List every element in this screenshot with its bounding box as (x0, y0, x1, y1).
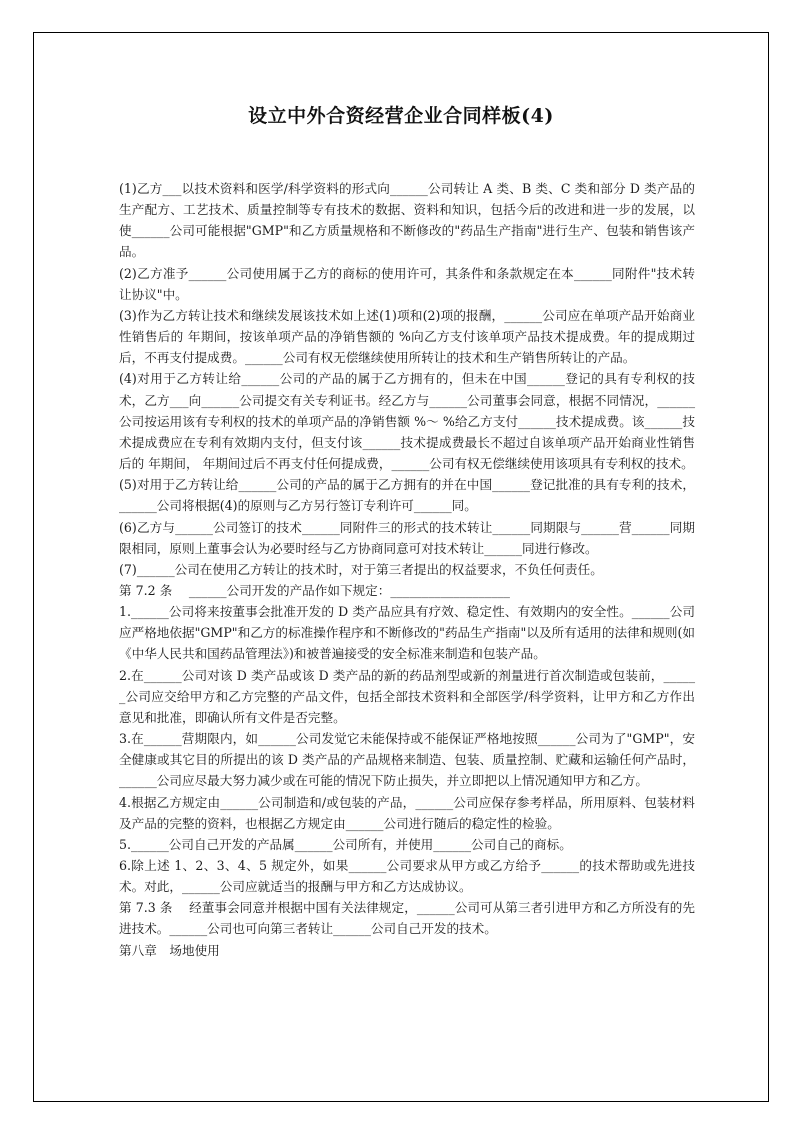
article-7-2-item-4: 4.根据乙方规定由______公司制造和/或包装的产品，______公司应保存参考样品，所用原料、包装材料及产品的完整的资料，也根据乙方规定由______公司进行随后的稳定性的检验。 (119, 794, 695, 831)
clause-1: (1)乙方___以技术资料和医学/科学资料的形式向______公司转让 A 类、B 类、C 类和部分 D 类产品的生产配方、工艺技术、质量控制等专有技术的数据、资料和知识，包括今后的改进和进一步的发展，以使______公司可能根据"GMP"和乙方质量规格和不断修改的"药品生产指南"进行生产、包装和销售该产品。 (119, 181, 695, 260)
document-body (119, 178, 695, 961)
clause-4: (4)对用于乙方转让给______公司的产品的属于乙方拥有的，但未在中国______登记的具有专利权的技术，乙方___向______公司提交有关专利证书。经乙方与______公司董事会同意，根据不同情况，______公司按运用该有专利权的技术的单项产品的净销售额 %～ %给乙方支付______技术提成费。该______技术提成费应在专利有效期内支付，但支付该______技术提成费最长不超过自该单项产品开始商业性销售后的 年期间， 年期间过后不再支付任何提成费，______公司有权无偿继续使用该项具有专利权的技术。 (119, 371, 695, 472)
article-7-2-item-5: 5.______公司自己开发的产品属______公司所有，并使用______公司自己的商标。 (119, 836, 572, 852)
article-7-2-item-3: 3.在______营期限内，如______公司发觉它未能保持或不能保证严格地按照______公司为了"GMP"，安全健康或其它目的所提出的该 D 类产品的产品规格来制造、包装、质量控制、贮藏和运输任何产品时，______公司应尽最大努力减少或在可能的情况下防止损失，并立即把以上情况通知甲方和乙方。 (119, 731, 695, 789)
clause-6: (6)乙方与______公司签订的技术______同附件三的形式的技术转让______同期限与______营______同期限相同，原则上董事会认为必要时经与乙方协商同意可对技术转让______同进行修改。 (119, 519, 695, 556)
clause-2: (2)乙方准予______公司使用属于乙方的商标的使用许可，其条件和条款规定在本______同附件"技术转让协议"中。 (119, 265, 695, 302)
article-7-3: 第 7.3 条 经董事会同意并根据中国有关法律规定，______公司可从第三者引进甲方和乙方所没有的先进技术。______公司也可向第三者转让______公司自己开发的技术。 (119, 900, 695, 937)
article-7-2-item-2: 2.在______公司对该 D 类产品或该 D 类产品的新的药品剂型或新的剂量进行首次制造或包装前，______公司应交给甲方和乙方完整的产品文件，包括全部技术资料和全部医学/科学资料，让甲方和乙方作出意见和批准，即确认所有文件是否完整。 (119, 667, 695, 725)
document-title: 设立中外合资经营企业合同样板(4) (248, 105, 554, 127)
clause-3: (3)作为乙方转让技术和继续发展该技术如上述(1)项和(2)项的报酬，______公司应在单项产品开始商业性销售后的 年期间，按该单项产品的净销售额的 %向乙方支付该单项产品技术提成费。年的提成期过后，不再支付提成费。______公司有权无偿继续使用所转让的技术和生产销售所转让的产品。 (119, 307, 695, 366)
article-7-2-item-1: 1.______公司将来按董事会批准开发的 D 类产品应具有疗效、稳定性、有效期内的安全性。______公司应严格地依据"GMP"和乙方的标准操作程序和不断修改的"药品生产指南"以及所有适用的法律和规则(如《中华人民共和国药品管理法》)和被普遍接受的安全标准来制造和包装产品。 (119, 604, 695, 662)
clause-5: (5)对用于乙方转让给______公司的产品的属于乙方拥有的并在中国______登记批准的具有专利的技术，______公司将根据(4)的原则与乙方另行签订专利许可______同。 (119, 477, 695, 514)
article-7-2-item-6: 6.除上述 1、2、3、4、5 规定外，如果______公司要求从甲方或乙方给予______的技术帮助或先进技术。对此，______公司应就适当的报酬与甲方和乙方达成协议。 (119, 858, 695, 895)
chapter-8-heading: 第八章 场地使用 (119, 942, 220, 958)
clause-7: (7)______公司在使用乙方转让的技术时，对于第三者提出的权益要求，不负任何责任。 (119, 561, 603, 577)
article-7-2-heading: 第 7.2 条 ______公司开发的产品作如下规定：___________________ (119, 582, 510, 598)
